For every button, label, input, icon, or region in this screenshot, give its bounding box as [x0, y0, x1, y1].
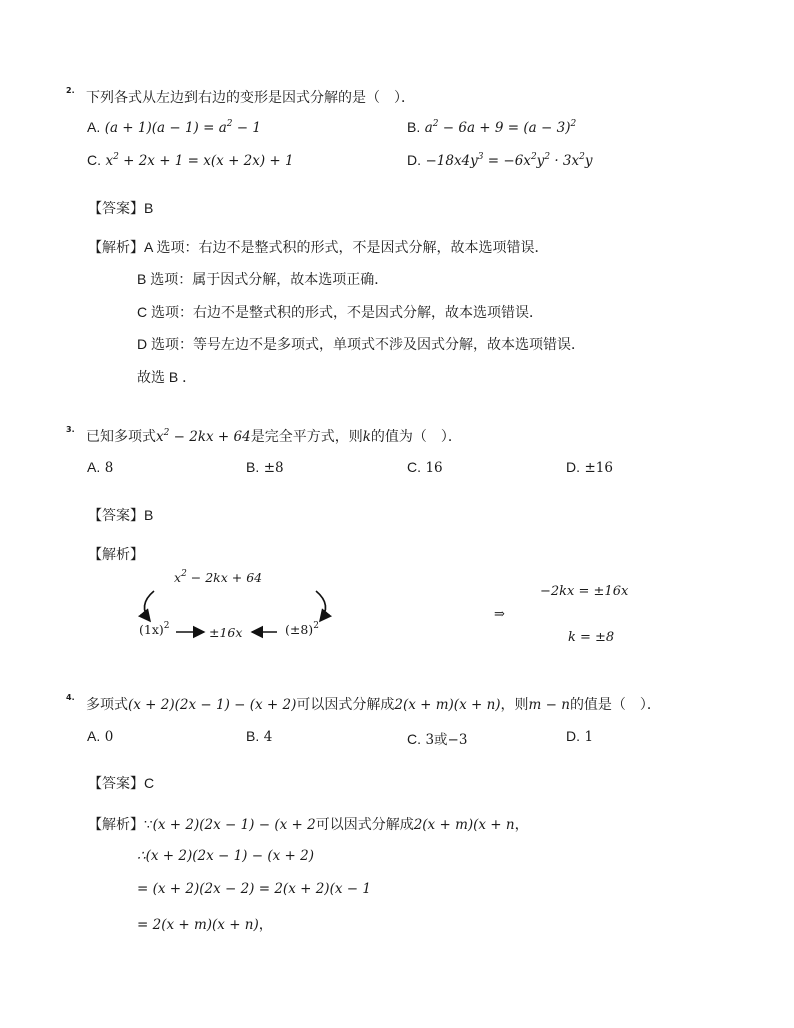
question-stem: 已知多项式$x^2 - 2kx + 64$是完全平方式，则k的值为（ ）． [86, 428, 462, 445]
question-stem: 下列各式从左边到右边的变形是因式分解的是（ ）． [86, 89, 415, 105]
right-curved-arrow [316, 591, 326, 621]
option-b: B. 4 [246, 728, 273, 745]
diagram-result-2: k = ±8 [568, 630, 615, 645]
analysis-line: = (x + 2)(2x − 2) = 2(x + 2)(x − 1 [137, 881, 371, 897]
analysis-line: = 2(x + m)(x + n)， [137, 916, 273, 933]
answer: 【答案】C [88, 775, 155, 791]
analysis-line: 【解析】∵(x + 2)(2x − 1) − (x + 2可以因式分解成2(x + m)(x + n， [88, 816, 529, 833]
option-b: B. ±8 [246, 459, 284, 476]
answer: 【答案】B [88, 507, 154, 523]
diagram-right-factor: $(\pm 8)^2$ [285, 621, 319, 637]
option-a: A. 8 [87, 459, 114, 476]
analysis-line: D 选项：等号左边不是多项式，单项式不涉及因式分解，故本选项错误． [137, 336, 585, 352]
option-d: D. $-18x4y^3 = -6x^2y^2 \cdot 3x^2y$ [407, 152, 593, 169]
analysis-line: C 选项：右边不是整式积的形式，不是因式分解，故本选项错误． [137, 304, 543, 320]
implies-symbol: ⇒ [494, 607, 505, 622]
option-a: A. 0 [87, 728, 114, 745]
option-b: B. $a^2 - 6a + 9 = (a - 3)^2$ [407, 119, 577, 136]
analysis-line: ∴(x + 2)(2x − 1) − (x + 2) [137, 848, 314, 864]
option-d-math: $-18x4y^3 = -6x^2y^2 \cdot 3x^2y$ [425, 152, 593, 169]
diagram-left-factor: $(1x)^2$ [139, 621, 170, 637]
left-curved-arrow [144, 591, 154, 621]
option-a: A. $(a + 1)(a - 1) = a^2 - 1$ [87, 119, 261, 136]
option-d: D. 1 [566, 728, 594, 745]
option-a-math: $(a + 1)(a - 1) = a^2 - 1$ [104, 119, 261, 136]
question-number: 3. [66, 425, 75, 434]
question-stem: 多项式(x + 2)(2x − 1) − (x + 2)可以因式分解成2(x + m)(x + n)，则m − n的值是（ ）． [86, 696, 661, 713]
option-d: D. ±16 [566, 459, 613, 476]
diagram-polynomial: $x^2 - 2kx + 64$ [174, 569, 263, 585]
question-number: 2. [66, 86, 75, 95]
analysis-line: 【解析】A 选项：右边不是整式积的形式，不是因式分解，故本选项错误． [88, 239, 549, 255]
answer: 【答案】B [88, 200, 154, 216]
diagram-result-1: −2kx = ±16x [540, 584, 629, 599]
option-b-math: $a^2 - 6a + 9 = (a - 3)^2$ [424, 119, 577, 136]
option-c: C. $x^2 + 2x + 1 = x(x + 2x) + 1$ [87, 152, 294, 169]
analysis-label: 【解析】 [88, 546, 144, 562]
option-c: C. 16 [407, 459, 443, 476]
analysis-line: 故选 B ． [137, 369, 197, 385]
analysis-line: B 选项：属于因式分解，故本选项正确． [137, 271, 389, 287]
diagram-middle-term: ±16x [209, 625, 243, 640]
option-c-math: $x^2 + 2x + 1 = x(x + 2x) + 1$ [105, 152, 294, 169]
question-number: 4. [66, 693, 75, 702]
option-c: C. 3或−3 [407, 731, 468, 748]
